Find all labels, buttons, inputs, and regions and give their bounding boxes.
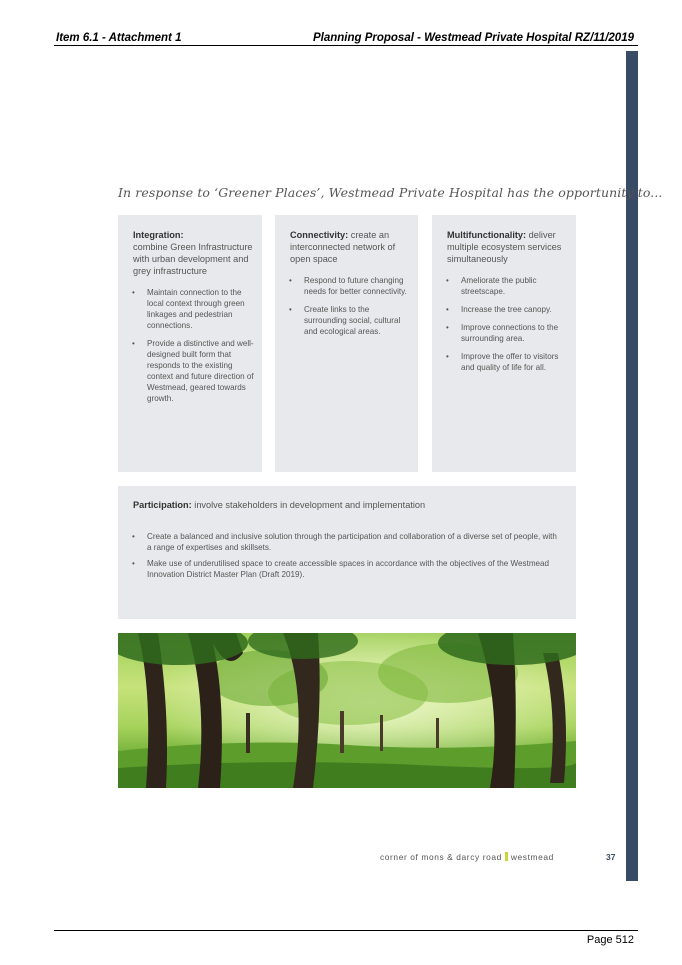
connectivity-panel bbox=[275, 215, 418, 472]
section-page-number: 37 bbox=[606, 852, 616, 862]
participation-lead bbox=[133, 499, 562, 511]
tree-illustration bbox=[118, 633, 576, 788]
participation-panel bbox=[118, 486, 576, 619]
list-item: • Increase the tree canopy. bbox=[446, 305, 552, 314]
integration-list bbox=[133, 287, 254, 404]
connectivity-title: Connectivity: bbox=[290, 230, 349, 240]
list-item: • Make use of underutilised space to create accessible spaces in accordance with the objectives of the Westmead Innovation District Master Plan (Draft 2019). bbox=[132, 559, 550, 579]
intro-heading: In response to ‘Greener Places’, Westmead Private Hospital has the opportunity to... bbox=[118, 185, 663, 200]
multifunctionality-lead bbox=[447, 229, 568, 265]
multifunctionality-list bbox=[447, 275, 568, 373]
footer-suburb: westmead bbox=[510, 852, 554, 862]
list-item: • Maintain connection to the local context through green linkages and pedestrian connections. bbox=[132, 288, 245, 330]
participation-title: Participation: bbox=[133, 500, 192, 510]
page-label: Page 512 bbox=[586, 934, 634, 946]
tree-photo bbox=[118, 633, 576, 788]
footer-separator bbox=[505, 852, 508, 861]
connectivity-list bbox=[290, 275, 410, 337]
list-item: • Ameliorate the public streetscape. bbox=[446, 276, 537, 296]
multifunctionality-title: Multifunctionality: bbox=[447, 230, 527, 240]
participation-text: involve stakeholders in development and implementation bbox=[194, 500, 426, 510]
list-item: • Improve the offer to visitors and quality of life for all. bbox=[446, 352, 559, 372]
integration-lead bbox=[133, 229, 254, 277]
document-title-header: Planning Proposal - Westmead Private Hospital RZ/11/2019 bbox=[312, 32, 634, 44]
list-item: • Create a balanced and inclusive solution through the participation and collaboration of a diverse set of people, with a range of expertises and skillsets. bbox=[132, 532, 557, 552]
integration-title: Integration: bbox=[133, 230, 184, 240]
footer-location bbox=[380, 852, 554, 862]
multifunctionality-text: deliver multiple ecosystem services simultaneously bbox=[447, 230, 562, 264]
connectivity-text: create an interconnected network of open space bbox=[290, 230, 396, 264]
footer-address: corner of mons & darcy road bbox=[380, 852, 502, 862]
connectivity-lead bbox=[290, 229, 410, 265]
footer-divider bbox=[54, 930, 638, 931]
participation-list bbox=[133, 531, 562, 580]
list-item: • Create links to the surrounding social, cultural and ecological areas. bbox=[289, 305, 401, 336]
side-accent-bar bbox=[626, 51, 638, 881]
integration-panel bbox=[118, 215, 262, 472]
header-divider bbox=[54, 45, 638, 46]
attachment-header: Item 6.1 - Attachment 1 bbox=[56, 32, 182, 44]
multifunctionality-panel bbox=[432, 215, 576, 472]
list-item: • Provide a distinctive and well-designed built form that responds to the existing context and future direction of Westmead, geared towards growth. bbox=[132, 339, 254, 403]
list-item: • Respond to future changing needs for better connectivity. bbox=[289, 276, 407, 296]
list-item: • Improve connections to the surrounding area. bbox=[446, 323, 559, 343]
integration-text: combine Green Infrastructure with urban development and grey infrastructure bbox=[133, 242, 253, 276]
